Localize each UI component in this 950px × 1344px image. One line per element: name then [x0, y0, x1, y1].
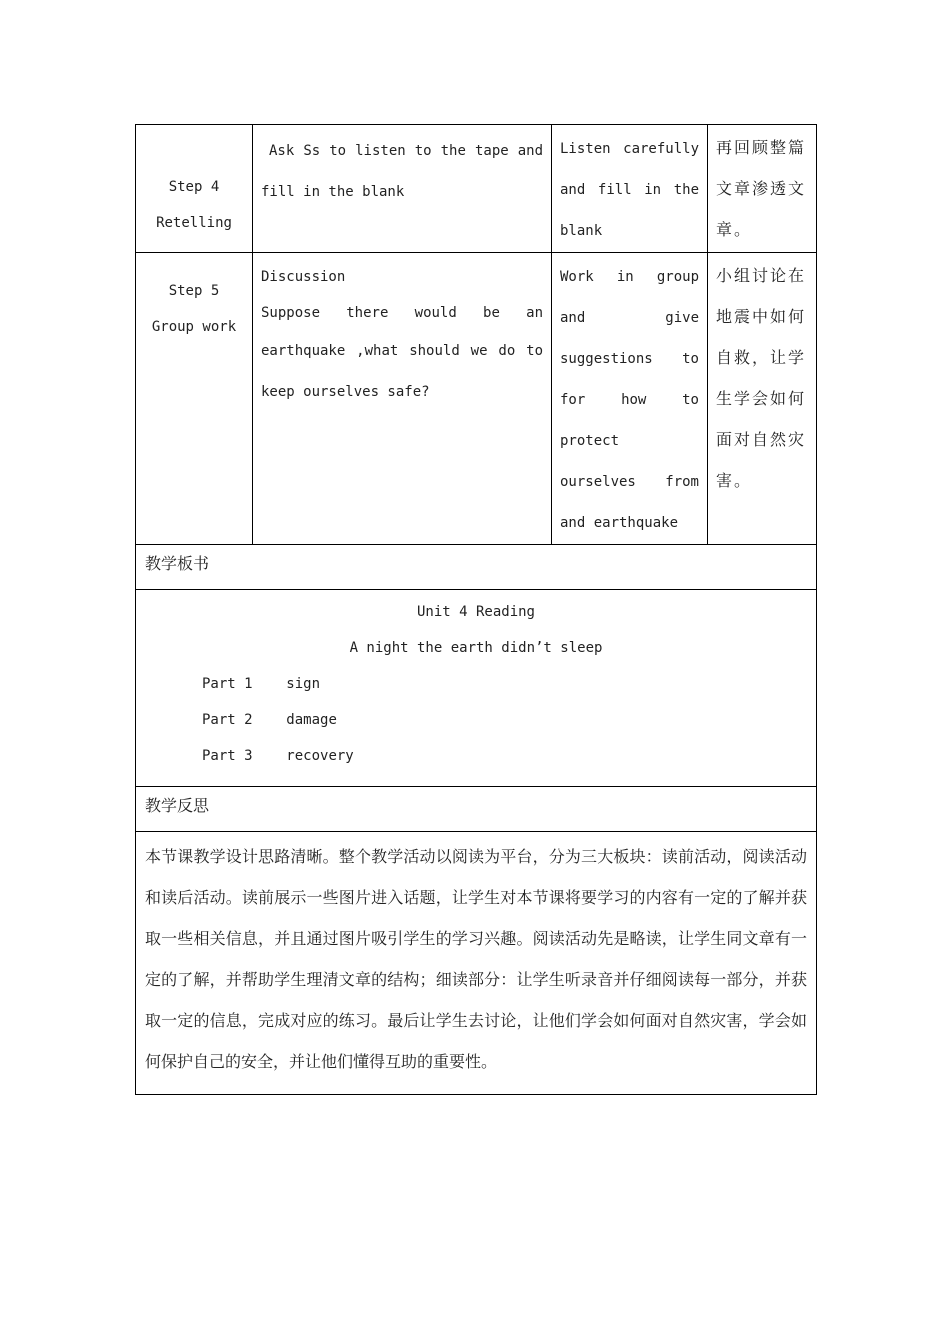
purpose-line: 文章渗透文 [716, 179, 807, 198]
board-title: Unit 4 Reading [416, 604, 535, 620]
purpose-line: 小组讨论在 [716, 266, 807, 285]
teacher-line: earthquake ,what should we do to [261, 343, 543, 359]
student-line: Listen carefully [560, 141, 699, 157]
teacher-line: fill in the blank [261, 184, 405, 200]
reflection-content-row [136, 832, 817, 1095]
step-5-cell [136, 253, 253, 545]
purpose-line: 地震中如何 [716, 307, 807, 326]
purpose-line: 章。 [716, 220, 753, 239]
step-name: Group work [151, 319, 237, 335]
board-content [136, 590, 817, 787]
reflection-text: 本节课教学设计思路清晰。整个教学活动以阅读为平台，分为三大板块：读前活动，阅读活动和读后活动。读前展示一些图片进入话题，让学生对本节课将要学习的内容有一定的了解并获取一些相关信息，并且通过图片吸引学生的学习兴趣。阅读活动先是略读，让学生同文章有一定的了解，并帮助学生理清文章的结构；细读部分：让学生听录音并仔细阅读每一部分，并获取一定的信息，完成对应的练习。最后让学生去讨论，让他们学会如何面对自然灾害，学会如何保护自己的安全，并让他们懂得互助的重要性。 [145, 847, 807, 1071]
student-line: for how to [560, 392, 699, 408]
purpose-line: 面对自然灾 [716, 430, 807, 449]
purpose-line: 再回顾整篇 [716, 138, 807, 157]
teacher-activity-cell [253, 125, 552, 253]
student-activity-cell [552, 253, 708, 545]
reflection-content [136, 832, 817, 1095]
step-4-cell [136, 125, 253, 253]
student-line: blank [560, 223, 603, 239]
part-topic: recovery [286, 748, 354, 764]
step-name: Retelling [156, 215, 232, 231]
board-subtitle: A night the earth didn’t sleep [349, 640, 603, 656]
student-line: protect [560, 433, 620, 449]
step-number: Step 4 [168, 179, 220, 195]
student-activity-cell [552, 125, 708, 253]
board-part-3 [136, 738, 816, 774]
lesson-plan-table [135, 124, 817, 1095]
reflection-label-row [136, 787, 817, 832]
purpose-line: 生学会如何 [716, 389, 807, 408]
student-line: and give [560, 310, 699, 326]
step-4-row [136, 125, 817, 253]
teacher-line: Ask Ss to listen to the tape and [269, 143, 543, 159]
purpose-line: 害。 [716, 471, 753, 490]
teacher-activity-cell [253, 253, 552, 545]
part-label: Part 1 [202, 676, 253, 692]
reflection-label: 教学反思 [136, 787, 817, 832]
part-topic: damage [286, 712, 337, 728]
part-topic: sign [286, 676, 321, 692]
part-label: Part 2 [202, 712, 253, 728]
design-purpose-cell [708, 253, 817, 545]
part-label: Part 3 [202, 748, 253, 764]
teacher-line: keep ourselves safe? [261, 384, 430, 400]
board-label: 教学板书 [136, 545, 817, 590]
board-part-1 [136, 666, 816, 702]
student-line: Work in group [560, 269, 699, 285]
step-5-row [136, 253, 817, 545]
teacher-line: Suppose there would be an [261, 305, 543, 321]
board-content-row [136, 590, 817, 787]
student-line: and earthquake [560, 515, 679, 531]
student-line: suggestions to [560, 351, 699, 367]
student-line: and fill in the [560, 182, 699, 198]
student-line: ourselves from [560, 474, 699, 490]
teacher-line: Discussion [261, 269, 346, 285]
board-part-2 [136, 702, 816, 738]
design-purpose-cell [708, 125, 817, 253]
purpose-line: 自救，让学 [716, 348, 807, 367]
board-label-row [136, 545, 817, 590]
step-number: Step 5 [168, 283, 220, 299]
